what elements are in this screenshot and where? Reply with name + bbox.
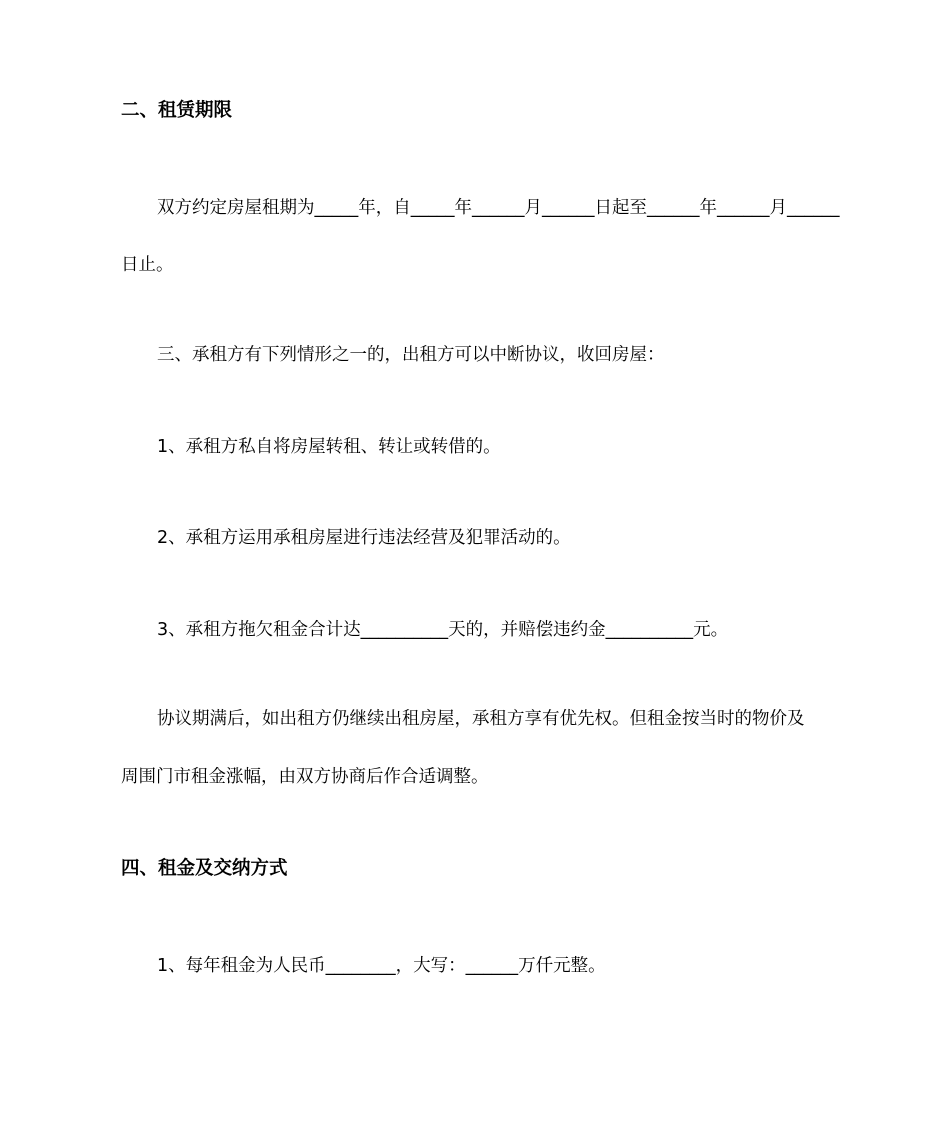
section-heading-lease-term: 二、租赁期限	[121, 100, 233, 121]
section-heading-rent-payment: 四、租金及交纳方式	[121, 858, 288, 879]
termination-item-2: 2、承租方运用承租房屋进行违法经营及犯罪活动的。	[157, 528, 571, 548]
termination-item-3: 3、承租方拖欠租金合计达__________天的，并赔偿违约金__________元。	[157, 620, 729, 640]
rent-payment-item-1: 1、每年租金为人民币________，大写：______万仟元整。	[157, 956, 606, 976]
renewal-paragraph-line2: 周围门市租金涨幅，由双方协商后作合适调整。	[121, 767, 489, 787]
lease-term-paragraph-line2: 日止。	[121, 255, 174, 275]
termination-intro: 三、承租方有下列情形之一的，出租方可以中断协议，收回房屋：	[157, 345, 665, 365]
termination-item-1: 1、承租方私自将房屋转租、转让或转借的。	[157, 437, 501, 457]
renewal-paragraph-line1: 协议期满后，如出租方仍继续出租房屋，承租方享有优先权。但租金按当时的物价及	[157, 709, 805, 729]
lease-term-paragraph-line1: 双方约定房屋租期为_____年，自_____年______月______日起至______年______月______	[157, 198, 840, 218]
